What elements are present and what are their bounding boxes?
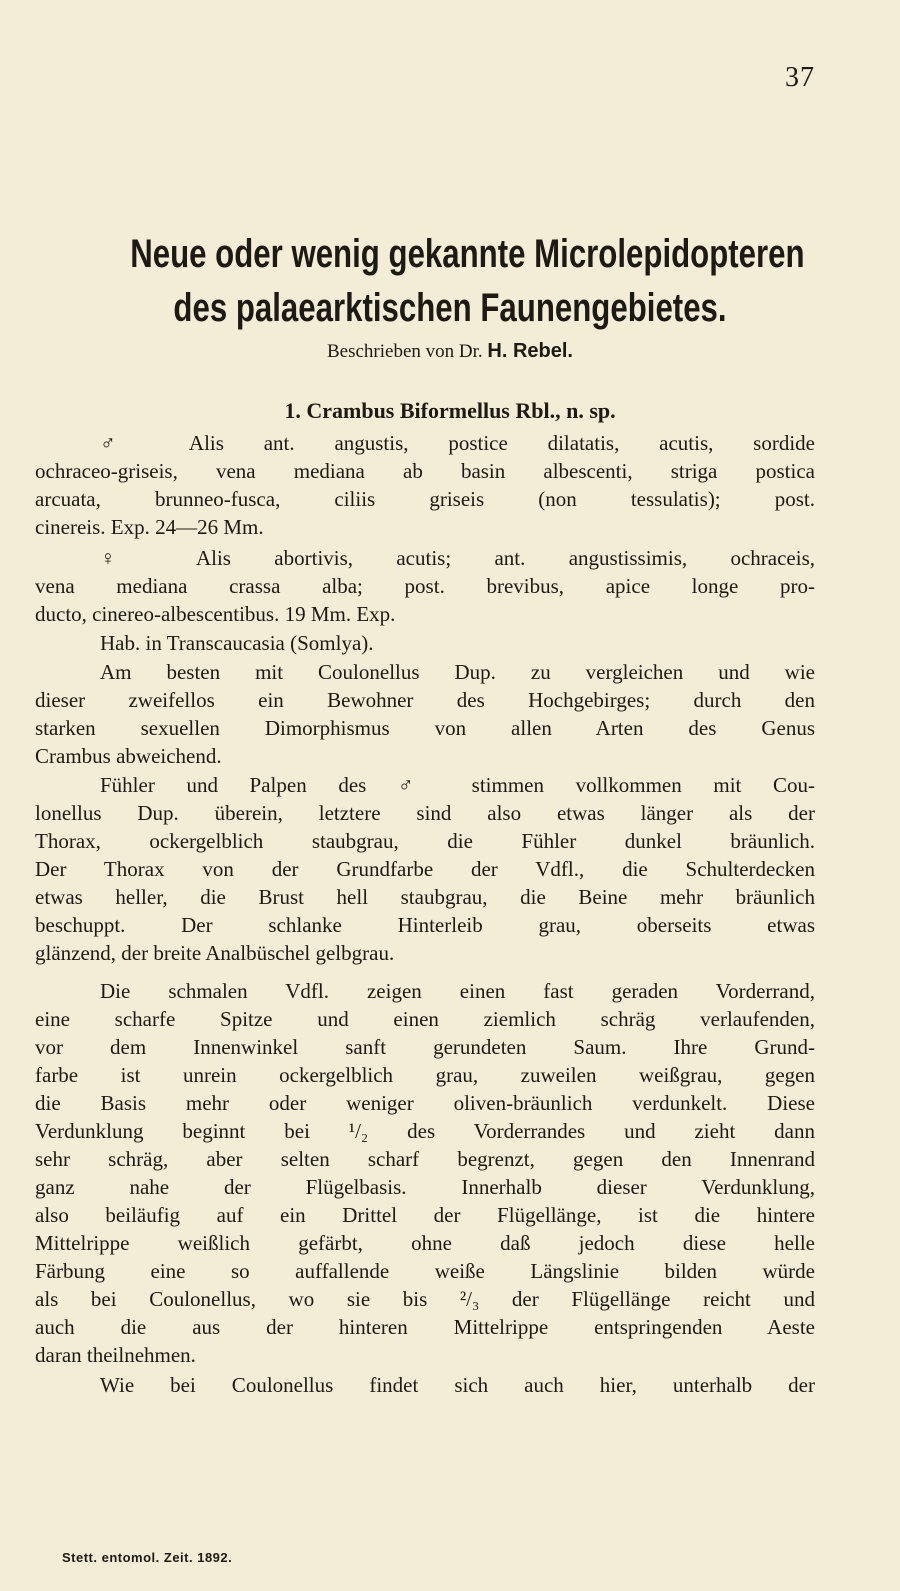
text-line: also beiläufig auf ein Drittel der Flügellänge, ist die hintere: [35, 1203, 815, 1227]
text-line: Am besten mit Coulonellus Dup. zu vergleichen und wie: [100, 660, 815, 684]
text-line: starken sexuellen Dimorphismus von allen Arten des Genus: [35, 716, 815, 740]
text-line: daran theilnehmen.: [35, 1343, 196, 1367]
species-heading: 1. Crambus Biformellus Rbl., n. sp.: [284, 398, 616, 423]
page-number: 37: [785, 62, 815, 93]
text-line: ♀ Alis abortivis, acutis; ant. angustissimis, ochraceis,: [100, 546, 815, 570]
text-line: Crambus abweichend.: [35, 744, 222, 768]
text-line: Die schmalen Vdfl. zeigen einen fast geraden Vorderrand,: [100, 979, 815, 1003]
text-line: auch die aus der hinteren Mittelrippe entspringenden Aeste: [35, 1315, 815, 1339]
text-line: Färbung eine so auffallende weiße Längslinie bilden würde: [35, 1259, 815, 1283]
text-line: Verdunklung beginnt bei ¹/₂ des Vorderrandes und zieht dann: [35, 1119, 815, 1143]
text-line: ochraceo-griseis, vena mediana ab basin albescenti, striga postica: [35, 459, 815, 483]
text-line: ganz nahe der Flügelbasis. Innerhalb dieser Verdunklung,: [35, 1175, 815, 1199]
text-line: vena mediana crassa alba; post. brevibus, apice longe pro-: [35, 574, 815, 598]
text-line: beschuppt. Der schlanke Hinterleib grau, oberseits etwas: [35, 913, 815, 937]
text-line: Mittelrippe weißlich gefärbt, ohne daß jedoch diese helle: [35, 1231, 815, 1255]
journal-footer: Stett. entomol. Zeit. 1892.: [62, 1550, 233, 1565]
text-line: ♂ Alis ant. angustis, postice dilatatis, acutis, sordide: [100, 431, 815, 455]
text-line: als bei Coulonellus, wo sie bis ²/₃ der Flügellänge reicht und: [35, 1287, 815, 1311]
byline: [0, 340, 900, 363]
text-line: glänzend, der breite Analbüschel gelbgrau.: [35, 941, 395, 965]
text-line: farbe ist unrein ockergelblich grau, zuweilen weißgrau, gegen: [35, 1063, 815, 1087]
text-line: Hab. in Transcaucasia (Somlya).: [100, 631, 374, 655]
article-title-line-2: des palaearktischen Faunengebietes.: [173, 286, 727, 330]
text-line: dieser zweifellos ein Bewohner des Hochgebirges; durch den: [35, 688, 815, 712]
text-line: Fühler und Palpen des ♂ stimmen vollkommen mit Cou-: [100, 773, 815, 797]
text-line: Wie bei Coulonellus findet sich auch hier, unterhalb der: [100, 1373, 815, 1397]
text-line: Thorax, ockergelblich staubgrau, die Fühler dunkel bräunlich.: [35, 829, 815, 853]
text-line: vor dem Innenwinkel sanft gerundeten Saum. Ihre Grund-: [35, 1035, 815, 1059]
text-line: ducto, cinereo-albescentibus. 19 Mm. Exp.: [35, 602, 396, 626]
text-line: sehr schräg, aber selten scharf begrenzt, gegen den Innenrand: [35, 1147, 815, 1171]
text-line: lonellus Dup. überein, letztere sind also etwas länger als der: [35, 801, 815, 825]
text-line: cinereis. Exp. 24—26 Mm.: [35, 515, 264, 539]
byline-prefix: Beschrieben von Dr.: [327, 341, 483, 362]
article-title-line-1: Neue oder wenig gekannte Microlepidopteren: [130, 232, 805, 276]
text-line: etwas heller, die Brust hell staubgrau, die Beine mehr bräunlich: [35, 885, 815, 909]
text-line: die Basis mehr oder weniger oliven-bräunlich verdunkelt. Diese: [35, 1091, 815, 1115]
author-name: H. Rebel.: [487, 340, 573, 362]
text-line: Der Thorax von der Grundfarbe der Vdfl., die Schulterdecken: [35, 857, 815, 881]
text-line: arcuata, brunneo-fusca, ciliis griseis (non tessulatis); post.: [35, 487, 815, 511]
text-line: eine scharfe Spitze und einen ziemlich schräg verlaufenden,: [35, 1007, 815, 1031]
